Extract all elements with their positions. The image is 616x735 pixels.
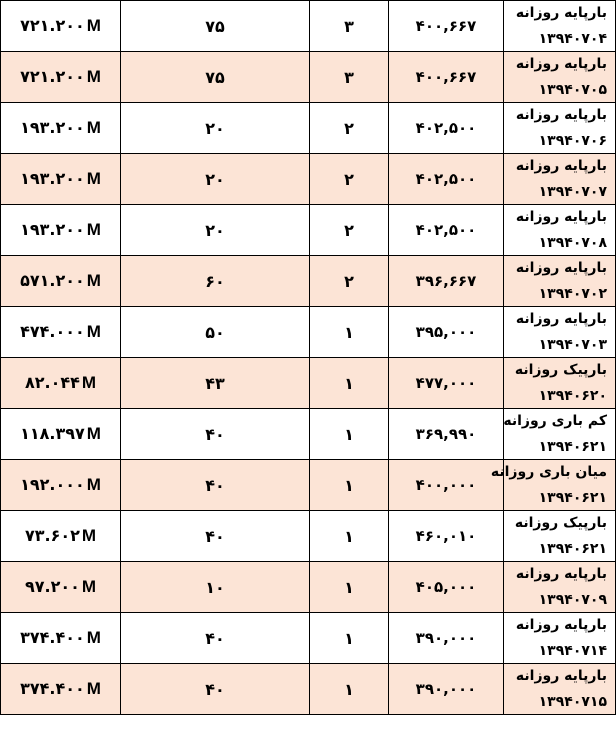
table-row bbox=[1, 205, 616, 256]
date-label: ۱۳۹۴۰۷۰۷ bbox=[538, 184, 607, 200]
amount-value bbox=[20, 628, 101, 647]
load-type-label: میان باری روزانه bbox=[490, 464, 607, 480]
count-value: ۱ bbox=[344, 577, 354, 597]
quantity-value: ۲۰ bbox=[205, 169, 225, 189]
amount-cell bbox=[1, 358, 121, 409]
table-row bbox=[1, 460, 616, 511]
price-value: ۳۹۰,۰۰۰ bbox=[415, 680, 477, 698]
price-value: ۳۶۹,۹۹۰ bbox=[415, 425, 477, 443]
quantity-value: ۴۰ bbox=[205, 526, 225, 546]
count-cell bbox=[310, 409, 389, 460]
amount-value bbox=[20, 679, 101, 698]
amount-unit: M bbox=[86, 220, 101, 239]
price-value: ۴۷۷,۰۰۰ bbox=[415, 374, 477, 392]
amount-unit: M bbox=[81, 373, 97, 392]
amount-cell bbox=[1, 307, 121, 358]
amount-value bbox=[25, 577, 96, 596]
count-cell bbox=[310, 664, 389, 715]
load-type-label: بارپایه روزانه bbox=[515, 5, 607, 21]
quantity-value: ۴۰ bbox=[205, 628, 225, 648]
amount-cell bbox=[1, 562, 121, 613]
date-label: ۱۳۹۴۰۶۲۱ bbox=[538, 439, 607, 455]
price-value: ۴۰۲,۵۰۰ bbox=[415, 221, 477, 239]
amount-value bbox=[20, 424, 101, 443]
amount-value bbox=[20, 118, 101, 137]
count-value: ۲ bbox=[344, 118, 354, 138]
amount-value bbox=[20, 169, 101, 188]
description-cell bbox=[504, 562, 616, 613]
amount-number: ۱۹۲.۰۰۰ bbox=[20, 475, 85, 494]
amount-number: ۱۹۳.۲۰۰ bbox=[20, 169, 85, 188]
price-value: ۳۹۵,۰۰۰ bbox=[415, 323, 477, 341]
quantity-cell bbox=[121, 256, 310, 307]
date-label: ۱۳۹۴۰۷۱۴ bbox=[538, 643, 607, 659]
date-label: ۱۳۹۴۰۷۰۴ bbox=[538, 31, 607, 47]
table-row bbox=[1, 511, 616, 562]
amount-number: ۸۲.۰۴۴ bbox=[24, 373, 80, 392]
count-value: ۱ bbox=[344, 373, 354, 393]
price-value: ۴۰۲,۵۰۰ bbox=[415, 119, 477, 137]
load-type-label: بارپایه روزانه bbox=[515, 158, 607, 174]
amount-cell bbox=[1, 664, 121, 715]
amount-cell bbox=[1, 52, 121, 103]
amount-number: ۱۹۳.۲۰۰ bbox=[20, 118, 85, 137]
load-type-label: بارپایه روزانه bbox=[515, 209, 607, 225]
amount-number: ۷۳.۶۰۲ bbox=[24, 526, 80, 545]
price-cell bbox=[389, 358, 504, 409]
description-cell bbox=[504, 154, 616, 205]
load-type-label: بارپایه روزانه bbox=[515, 107, 607, 123]
amount-unit: M bbox=[86, 118, 101, 137]
price-cell bbox=[389, 205, 504, 256]
amount-number: ۴۷۴.۰۰۰ bbox=[20, 322, 85, 341]
date-label: ۱۳۹۴۰۷۰۸ bbox=[538, 235, 607, 251]
table-row bbox=[1, 1, 616, 52]
quantity-cell bbox=[121, 103, 310, 154]
amount-cell bbox=[1, 1, 121, 52]
description-cell bbox=[504, 103, 616, 154]
price-cell bbox=[389, 307, 504, 358]
table-row bbox=[1, 664, 616, 715]
amount-number: ۵۷۱.۲۰۰ bbox=[20, 271, 85, 290]
quantity-value: ۲۰ bbox=[205, 220, 225, 240]
load-type-label: بارپایه روزانه bbox=[515, 311, 607, 327]
amount-unit: M bbox=[86, 679, 101, 698]
price-value: ۴۰۰,۰۰۰ bbox=[415, 476, 477, 494]
date-label: ۱۳۹۴۰۷۰۵ bbox=[538, 82, 607, 98]
load-type-label: بارپیک روزانه bbox=[514, 362, 607, 378]
price-cell bbox=[389, 664, 504, 715]
quantity-cell bbox=[121, 613, 310, 664]
quantity-value: ۷۵ bbox=[205, 67, 225, 87]
amount-number: ۷۲۱.۲۰۰ bbox=[20, 67, 85, 86]
count-cell bbox=[310, 613, 389, 664]
description-cell bbox=[504, 256, 616, 307]
amount-unit: M bbox=[81, 577, 97, 596]
price-cell bbox=[389, 562, 504, 613]
amount-cell bbox=[1, 511, 121, 562]
amount-cell bbox=[1, 154, 121, 205]
date-label: ۱۳۹۴۰۷۰۲ bbox=[538, 286, 607, 302]
price-value: ۴۰۵,۰۰۰ bbox=[415, 578, 477, 596]
count-value: ۲ bbox=[344, 271, 354, 291]
quantity-value: ۴۳ bbox=[205, 373, 225, 393]
count-cell bbox=[310, 154, 389, 205]
load-type-label: کم باری روزانه bbox=[503, 413, 607, 429]
quantity-cell bbox=[121, 154, 310, 205]
quantity-value: ۲۰ bbox=[205, 118, 225, 138]
price-cell bbox=[389, 1, 504, 52]
amount-unit: M bbox=[86, 169, 101, 188]
count-value: ۱ bbox=[344, 424, 354, 444]
amount-unit: M bbox=[81, 526, 97, 545]
amount-cell bbox=[1, 205, 121, 256]
price-value: ۳۹۶,۶۶۷ bbox=[415, 272, 477, 290]
count-value: ۲ bbox=[344, 169, 354, 189]
quantity-cell bbox=[121, 409, 310, 460]
table-row bbox=[1, 409, 616, 460]
amount-cell bbox=[1, 613, 121, 664]
price-value: ۳۹۰,۰۰۰ bbox=[415, 629, 477, 647]
count-value: ۲ bbox=[344, 220, 354, 240]
amount-cell bbox=[1, 103, 121, 154]
count-cell bbox=[310, 103, 389, 154]
count-cell bbox=[310, 256, 389, 307]
amount-number: ۱۹۳.۲۰۰ bbox=[20, 220, 85, 239]
amount-value bbox=[20, 322, 101, 341]
amount-value bbox=[20, 475, 101, 494]
quantity-cell bbox=[121, 52, 310, 103]
amount-value bbox=[25, 526, 96, 545]
count-cell bbox=[310, 358, 389, 409]
table-row bbox=[1, 256, 616, 307]
table-body bbox=[1, 1, 616, 715]
table-row bbox=[1, 52, 616, 103]
load-type-label: بارپایه روزانه bbox=[515, 668, 607, 684]
description-cell bbox=[504, 307, 616, 358]
quantity-value: ۷۵ bbox=[205, 16, 225, 36]
count-cell bbox=[310, 460, 389, 511]
quantity-cell bbox=[121, 1, 310, 52]
price-cell bbox=[389, 154, 504, 205]
quantity-value: ۶۰ bbox=[205, 271, 225, 291]
amount-unit: M bbox=[86, 475, 101, 494]
load-type-label: بارپیک روزانه bbox=[514, 515, 607, 531]
count-cell bbox=[310, 52, 389, 103]
date-label: ۱۳۹۴۰۷۰۶ bbox=[538, 133, 607, 149]
quantity-cell bbox=[121, 562, 310, 613]
quantity-value: ۱۰ bbox=[205, 577, 225, 597]
amount-value bbox=[20, 67, 101, 86]
date-label: ۱۳۹۴۰۷۱۵ bbox=[538, 694, 607, 710]
count-cell bbox=[310, 205, 389, 256]
date-label: ۱۳۹۴۰۶۲۱ bbox=[538, 490, 607, 506]
load-type-label: بارپایه روزانه bbox=[515, 260, 607, 276]
price-value: ۴۰۲,۵۰۰ bbox=[415, 170, 477, 188]
count-value: ۱ bbox=[344, 322, 354, 342]
description-cell bbox=[504, 205, 616, 256]
table-row bbox=[1, 154, 616, 205]
description-cell bbox=[504, 511, 616, 562]
description-cell bbox=[504, 52, 616, 103]
load-type-label: بارپایه روزانه bbox=[515, 617, 607, 633]
quantity-value: ۵۰ bbox=[205, 322, 225, 342]
amount-number: ۱۱۸.۳۹۷ bbox=[20, 424, 85, 443]
table-row bbox=[1, 562, 616, 613]
description-cell bbox=[504, 409, 616, 460]
price-cell bbox=[389, 103, 504, 154]
amount-number: ۳۷۴.۴۰۰ bbox=[20, 628, 85, 647]
description-cell bbox=[504, 1, 616, 52]
load-type-label: بارپایه روزانه bbox=[515, 566, 607, 582]
table-row bbox=[1, 307, 616, 358]
date-label: ۱۳۹۴۰۷۰۳ bbox=[538, 337, 607, 353]
price-cell bbox=[389, 460, 504, 511]
quantity-value: ۴۰ bbox=[205, 679, 225, 699]
amount-value bbox=[20, 271, 101, 290]
count-value: ۱ bbox=[344, 628, 354, 648]
amount-value bbox=[20, 220, 101, 239]
amount-number: ۷۲۱.۲۰۰ bbox=[20, 16, 85, 35]
price-cell bbox=[389, 256, 504, 307]
amount-value bbox=[20, 16, 101, 35]
price-cell bbox=[389, 511, 504, 562]
quantity-cell bbox=[121, 511, 310, 562]
count-cell bbox=[310, 562, 389, 613]
description-cell bbox=[490, 460, 616, 511]
count-value: ۳ bbox=[344, 67, 354, 87]
quantity-cell bbox=[121, 358, 310, 409]
price-cell bbox=[389, 409, 504, 460]
count-value: ۱ bbox=[344, 475, 354, 495]
table-row bbox=[1, 613, 616, 664]
amount-unit: M bbox=[86, 67, 101, 86]
date-label: ۱۳۹۴۰۶۲۰ bbox=[538, 388, 607, 404]
amount-cell bbox=[1, 409, 121, 460]
description-cell bbox=[504, 664, 616, 715]
load-type-label: بارپایه روزانه bbox=[515, 56, 607, 72]
date-label: ۱۳۹۴۰۷۰۹ bbox=[538, 592, 607, 608]
amount-value bbox=[25, 373, 96, 392]
price-value: ۴۰۰,۶۶۷ bbox=[415, 17, 477, 35]
quantity-value: ۴۰ bbox=[205, 475, 225, 495]
count-value: ۱ bbox=[344, 526, 354, 546]
count-value: ۱ bbox=[344, 679, 354, 699]
table-row bbox=[1, 358, 616, 409]
amount-unit: M bbox=[86, 271, 101, 290]
date-label: ۱۳۹۴۰۶۲۱ bbox=[538, 541, 607, 557]
amount-number: ۳۷۴.۴۰۰ bbox=[20, 679, 85, 698]
price-cell bbox=[389, 613, 504, 664]
amount-number: ۹۷.۲۰۰ bbox=[24, 577, 80, 596]
quantity-cell bbox=[121, 460, 310, 511]
price-value: ۴۶۰,۰۱۰ bbox=[415, 527, 477, 545]
amount-unit: M bbox=[86, 322, 101, 341]
quantity-value: ۴۰ bbox=[205, 424, 225, 444]
count-cell bbox=[310, 511, 389, 562]
quantity-cell bbox=[121, 307, 310, 358]
price-value: ۴۰۰,۶۶۷ bbox=[415, 68, 477, 86]
price-cell bbox=[389, 52, 504, 103]
quantity-cell bbox=[121, 205, 310, 256]
description-cell bbox=[504, 358, 616, 409]
table-row bbox=[1, 103, 616, 154]
count-value: ۳ bbox=[344, 16, 354, 36]
count-cell bbox=[310, 1, 389, 52]
amount-cell bbox=[1, 256, 121, 307]
amount-unit: M bbox=[86, 424, 101, 443]
description-cell bbox=[504, 613, 616, 664]
quantity-cell bbox=[121, 664, 310, 715]
amount-unit: M bbox=[86, 628, 101, 647]
amount-unit: M bbox=[86, 16, 101, 35]
amount-cell bbox=[1, 460, 121, 511]
count-cell bbox=[310, 307, 389, 358]
